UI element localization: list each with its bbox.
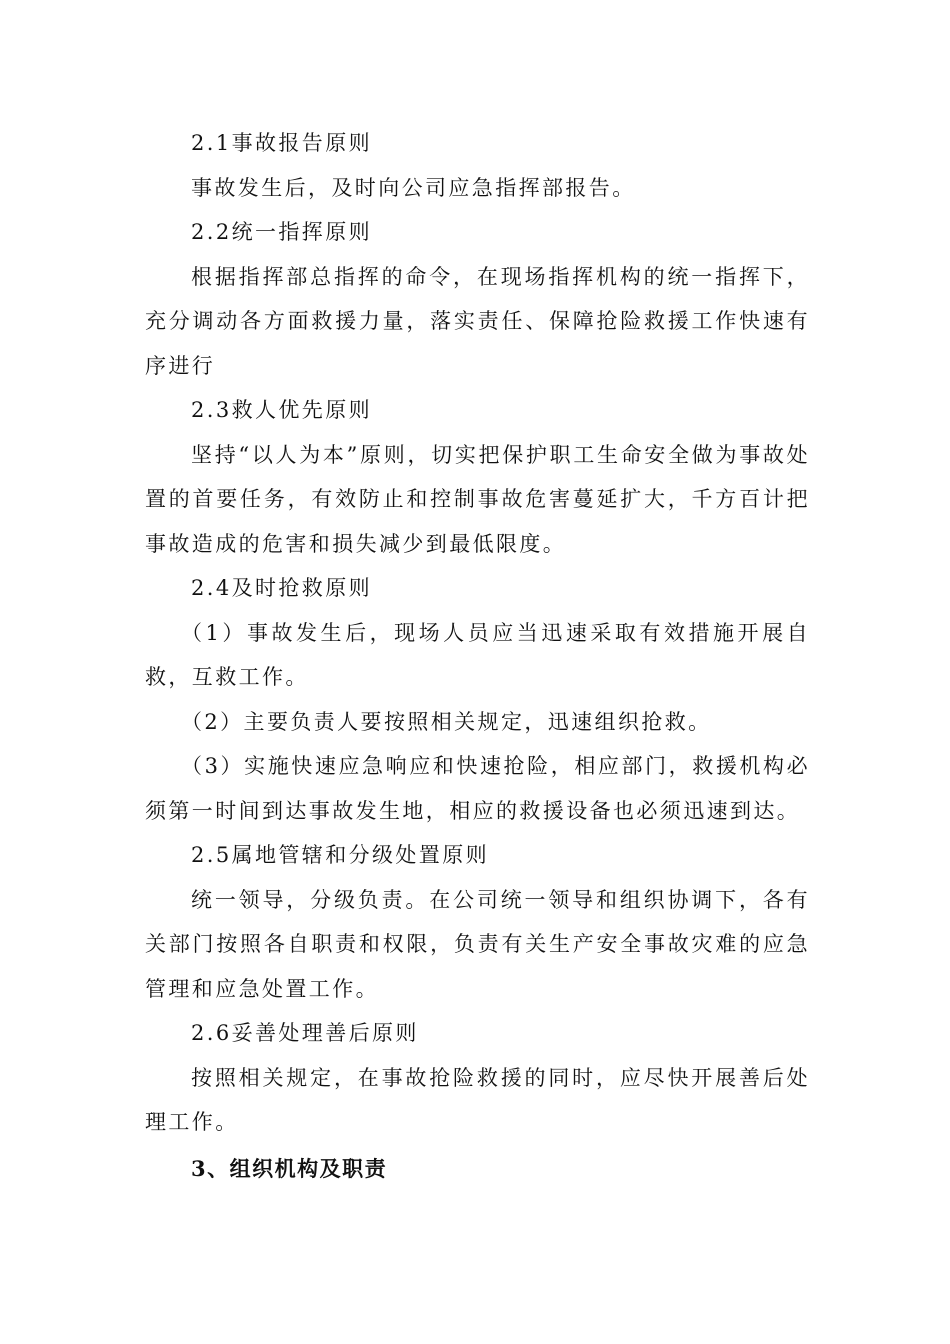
section-heading-2-6: 2.6妥善处理善后原则 (191, 1021, 419, 1045)
section-heading-2-2: 2.2统一指挥原则 (191, 220, 372, 244)
section-heading-2-1: 2.1事故报告原则 (191, 131, 372, 155)
section-heading-2-3: 2.3救人优先原则 (191, 398, 372, 422)
section-body-2-2: 根据指挥部总指挥的命令，在现场指挥机构的统一指挥下，充分调动各方面救援力量，落实责任、保障抢险救援工作快速有序进行 (145, 264, 810, 378)
section-heading-2-4: 2.4及时抢救原则 (191, 576, 372, 600)
section-body-2-5: 统一领导，分级负责。在公司统一领导和组织协调下，各有关部门按照各自职责和权限，负责有关生产安全事故灾难的应急管理和应急处置工作。 (145, 887, 810, 1001)
section-body-2-6: 按照相关规定，在事故抢险救援的同时，应尽快开展善后处理工作。 (145, 1065, 810, 1134)
section-body-2-1: 事故发生后，及时向公司应急指挥部报告。 (191, 175, 636, 200)
section-item-2-4-1: （1）事故发生后，现场人员应当迅速采取有效措施开展自救，互救工作。 (145, 620, 810, 689)
document-body (145, 121, 810, 1191)
section-item-2-4-3: （3）实施快速应急响应和快速抢险，相应部门，救援机构必须第一时间到达事故发生地，相应的救援设备也必须迅速到达。 (145, 754, 810, 823)
chapter-heading-3: 3、组织机构及职责 (191, 1155, 388, 1181)
section-heading-2-5: 2.5属地管辖和分级处置原则 (191, 843, 489, 867)
section-body-2-3: 坚持“以人为本”原则，切实把保护职工生命安全做为事故处置的首要任务，有效防止和控制事故危害蔓延扩大，千方百计把事故造成的危害和损失减少到最低限度。 (145, 442, 810, 556)
section-item-2-4-2: （2）主要负责人要按照相关规定，迅速组织抢救。 (181, 709, 712, 734)
